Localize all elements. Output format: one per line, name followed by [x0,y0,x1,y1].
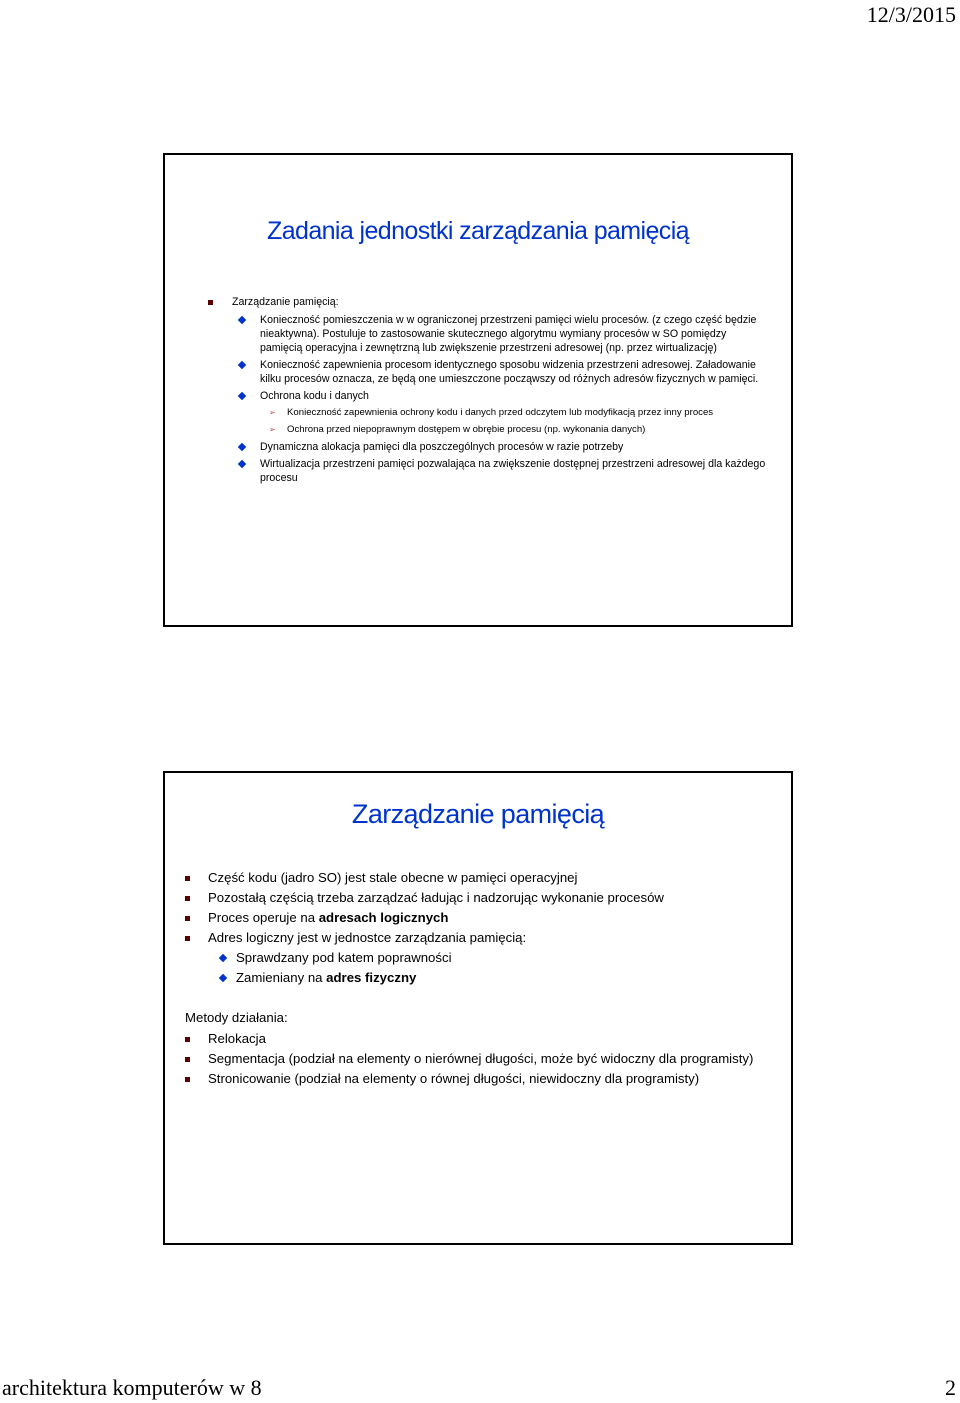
list-item [185,869,765,887]
page-number: 2 [945,1375,956,1400]
list-item-text: Zamieniany na [236,970,327,985]
slide-content [185,869,765,1090]
list-item [207,457,767,485]
diamond-bullet-icon [238,361,246,369]
list-item-text: Adres logiczny jest w jednostce zarządzania pamięcią: [208,930,527,945]
diamond-bullet-icon [238,316,246,324]
list-item [185,949,765,967]
list-item-text: Ochrona kodu i danych [260,390,369,402]
list-item-text: Konieczność zapewnienia ochrony kodu i danych przed odczytem lub modyfikacją przez inny proces [287,407,714,418]
list-item [207,406,767,420]
section-label [185,1009,765,1027]
square-bullet-icon [185,896,190,901]
diamond-bullet-icon [238,460,246,468]
slide-title: Zarządzanie pamięcią [351,799,605,829]
list-item [185,1070,765,1088]
square-bullet-icon [185,1057,190,1062]
list-item-text: Wirtualizacja przestrzeni pamięci pozwalająca na zwiększenie dostępnej przestrzeni adresowej dla każdego procesu [260,458,766,484]
list-item [185,909,765,927]
list-item-text: Sprawdzany pod katem poprawności [236,950,452,965]
list-item-text: Część kodu (jadro SO) jest stale obecne w pamięci operacyjnej [208,870,578,885]
footer-title: architektura komputerów w 8 [2,1375,262,1400]
list-item-text: Ochrona przed niepoprawnym dostępem w obrębie procesu (np. wykonania danych) [287,424,646,435]
square-bullet-icon [185,1037,190,1042]
list-item [185,929,765,947]
square-bullet-icon [185,936,190,941]
list-item [185,1030,765,1048]
square-bullet-icon [208,300,213,305]
list-item-text: Proces operuje na [208,910,319,925]
list-item [207,295,767,309]
header-date: 12/3/2015 [866,2,956,27]
arrow-bullet-icon: ➢ [269,408,276,417]
square-bullet-icon [185,876,190,881]
square-bullet-icon [185,916,190,921]
list-item [185,889,765,907]
diamond-bullet-icon [219,974,227,982]
list-item-text: Relokacja [208,1031,266,1046]
list-item [207,358,767,386]
list-item [207,389,767,403]
slide-title: Zadania jednostki zarządzania pamięcią [267,217,689,245]
list-item-text: Konieczność zapewnienia procesom identycznego sposobu widzenia przestrzeni adresowej. Załadowanie kilku procesów oznacza, ze będą one umieszczone począwszy od różnych adresów fizycznych w pamięci. [260,359,759,385]
list-item [185,969,765,987]
section-label-text: Metody działania: [185,1010,288,1025]
diamond-bullet-icon [238,443,246,451]
list-item-text: Pozostałą częścią trzeba zarządzać ładując i nadzorując wykonanie procesów [208,890,664,905]
slide-content [207,295,767,488]
list-item-text: Konieczność pomieszczenia w w ograniczonej przestrzeni pamięci wielu procesów. (z czego część będzie nieaktywna). Postuluje to zastosowanie skutecznego algorytmu wymiany procesów w SO pomiędzy pamięcią operacyjna i zewnętrzną lub zwiększenie przestrzeni adresowej (np. przez wirtualizację) [260,314,757,354]
slide-2 [163,771,793,1245]
list-item [207,423,767,437]
list-item-text: Segmentacja (podział na elementy o nierównej długości, może być widoczny dla programisty) [208,1051,754,1066]
diamond-bullet-icon [219,954,227,962]
list-item-text: Stronicowanie (podział na elementy o równej długości, niewidoczny dla programisty) [208,1071,700,1086]
list-item [207,313,767,355]
list-item [185,1050,765,1068]
list-item-text: Zarządzanie pamięcią: [232,296,339,308]
list-item-emphasis: adres fizyczny [326,970,417,985]
list-item-text: Dynamiczna alokacja pamięci dla poszczególnych procesów w razie potrzeby [260,441,624,453]
list-item [207,440,767,454]
slide-1 [163,153,793,627]
arrow-bullet-icon: ➢ [269,425,276,434]
square-bullet-icon [185,1077,190,1082]
list-item-emphasis: adresach logicznych [318,910,449,925]
diamond-bullet-icon [238,392,246,400]
